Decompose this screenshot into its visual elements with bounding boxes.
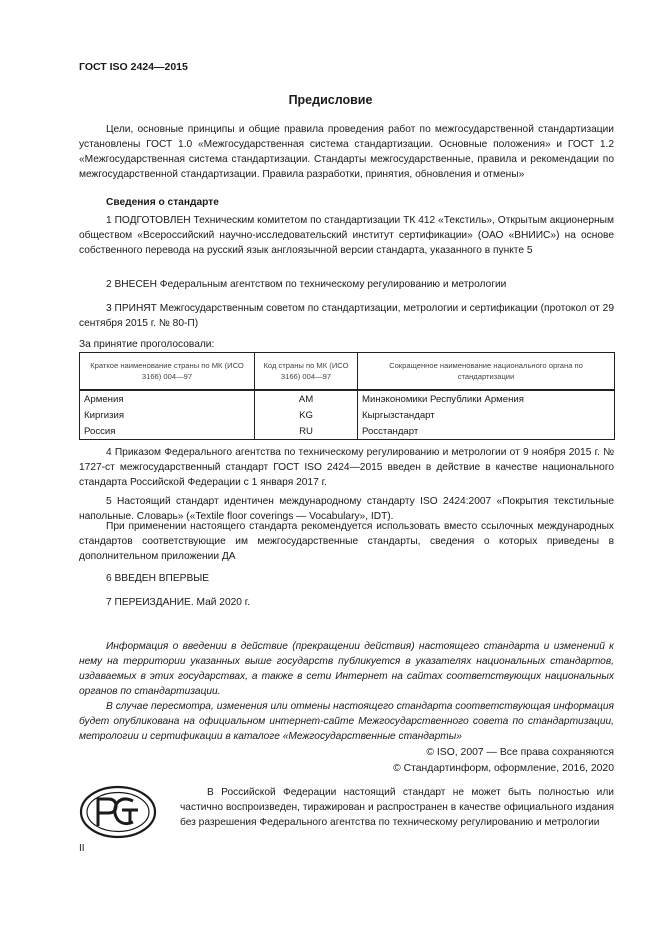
table-cell-country: Россия: [80, 423, 255, 440]
table-header-country: Краткое наименование страны по МК (ИСО 3166) 004—97: [80, 353, 255, 391]
rights-notice: В Российской Федерации настоящий стандарт не может быть полностью или частично воспроизведен, тиражирован и распространен в качестве официального издания без разрешения Федерального агентства по техническому регулированию и метрологии: [180, 787, 614, 828]
table-cell-country: Киргизия: [80, 407, 255, 423]
table-cell-country: Армения: [80, 390, 255, 407]
copyright-standartinform: © Стандартинформ, оформление, 2016, 2020: [393, 763, 614, 774]
table-cell-body: Росстандарт: [358, 423, 615, 440]
notice-revision: В случае пересмотра, изменения или отмены настоящего стандарта соответствующая информация будет опубликована на официальном интернет-сайте Межгосударственного совета по стандартизации, метрологии и сертификации в каталоге «Межгосударственные стандарты»: [79, 701, 614, 742]
item-4: 4 Приказом Федерального агентства по техническому регулированию и метрологии от 9 ноября 2015 г. № 1727-ст межгосударственный стандарт ГОСТ ISO 2424—2015 введен в действие в качестве национального стандарта Российской Федерации с 1 января 2017 г.: [79, 447, 614, 488]
item-5: 5 Настоящий стандарт идентичен международному стандарту ISO 2424:2007 «Покрытия текстильные напольные. Словарь» («Textile floor coverings — Vocabulary», IDT).: [79, 496, 614, 522]
page-number: II: [79, 843, 85, 854]
table-cell-body: Минэкономики Республики Армения: [358, 390, 615, 407]
table-row: [80, 407, 615, 423]
table-header-code: Код страны по МК (ИСО 3166) 004—97: [255, 353, 358, 391]
approval-table: [79, 352, 615, 440]
item-6: 6 ВВЕДЕН ВПЕРВЫЕ: [106, 573, 210, 584]
vote-label: За принятие проголосовали:: [79, 339, 215, 350]
item-2: 2 ВНЕСЕН Федеральным агентством по техническому регулированию и метрологии: [106, 279, 507, 290]
table-header-body: Сокращенное наименование национального органа по стандартизации: [358, 353, 615, 391]
table-cell-code: KG: [255, 407, 358, 423]
notice-introduction: Информация о введении в действие (прекращении действия) настоящего стандарта и изменений к нему на территории указанных выше государств публикуется в указателях национальных стандартов, издаваемых в этих государствах, а также в сети Интернет на сайтах соответствующих национальных органов по стандартизации.: [79, 641, 614, 697]
intro-paragraph: Цели, основные принципы и общие правила проведения работ по межгосударственной стандартизации установлены ГОСТ 1.0 «Межгосударственная система стандартизации. Основные положения» и ГОСТ 1.2 «Межгосударственная система стандартизации. Стандарты межгосударственные, правила и рекомендации по межгосударственной стандартизации. Правила разработки, принятия, обновления и отмены»: [79, 124, 614, 180]
table-row: [80, 390, 615, 407]
document-code: ГОСТ ISO 2424—2015: [79, 61, 188, 73]
rst-logo-icon: [79, 785, 157, 839]
table-row: [80, 423, 615, 440]
copyright-iso: © ISO, 2007 — Все права сохраняются: [426, 747, 614, 758]
info-heading: Сведения о стандарте: [106, 197, 219, 208]
item-1: 1 ПОДГОТОВЛЕН Техническим комитетом по стандартизации ТК 412 «Текстиль», Открытым акционерным обществом «Всероссийский научно-исследовательский институт сертификации» (ОАО «ВНИИС») на основе собственного перевода на русский язык англоязычной версии стандарта, указанного в пункте 5: [79, 215, 614, 256]
table-cell-code: AM: [255, 390, 358, 407]
table-header-row: [80, 353, 615, 391]
item-7: 7 ПЕРЕИЗДАНИЕ. Май 2020 г.: [106, 597, 251, 608]
page-title: Предисловие: [288, 93, 373, 107]
table-cell-body: Кыргызстандарт: [358, 407, 615, 423]
item-5-note: При применении настоящего стандарта рекомендуется использовать вместо ссылочных международных стандартов соответствующие им межгосударственные стандарты, сведения о которых приведены в дополнительном приложении ДА: [79, 521, 614, 562]
item-3: 3 ПРИНЯТ Межгосударственным советом по стандартизации, метрологии и сертификации (протокол от 29 сентября 2015 г. № 80-П): [79, 303, 614, 329]
table-cell-code: RU: [255, 423, 358, 440]
